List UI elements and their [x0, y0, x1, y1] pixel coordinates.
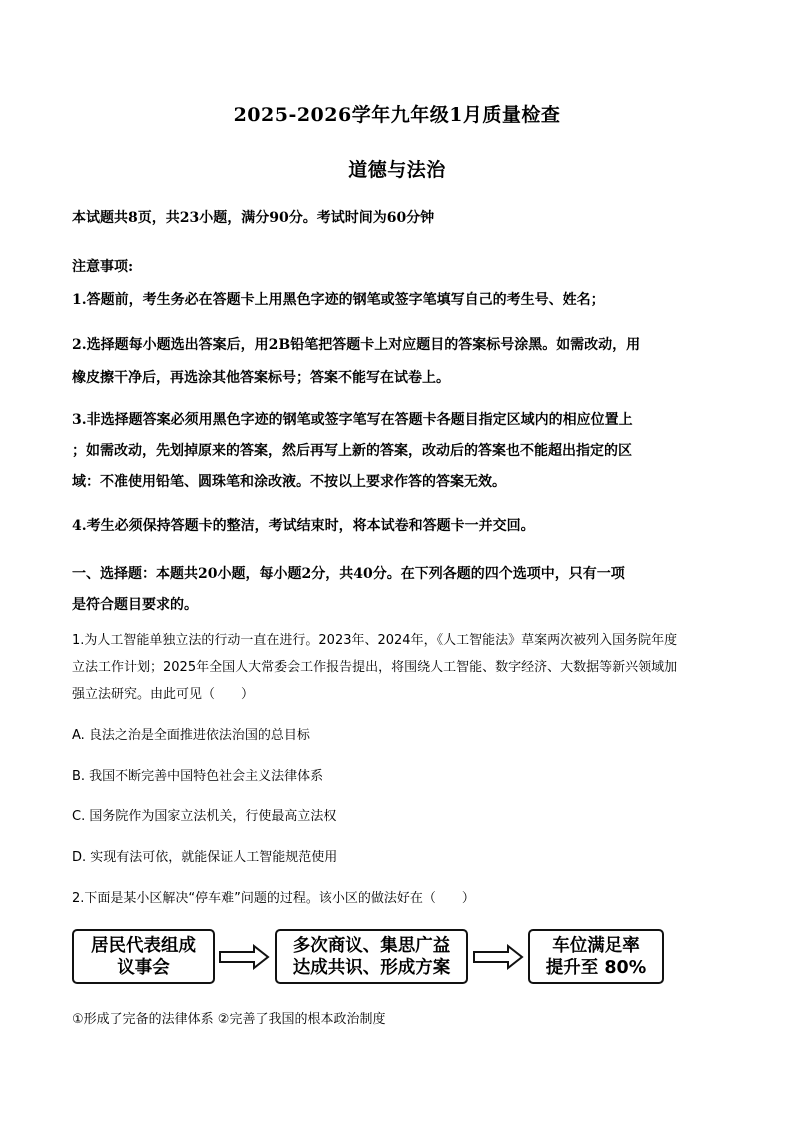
flow-step-3-line1: 车位满足率 [552, 935, 640, 956]
q1-option-d: D. 实现有法可依，就能保证人工智能规范使用 [72, 850, 338, 865]
notes-heading: 注意事项: [72, 259, 134, 275]
q1-stem-line: 强立法研究。由此可见（ ） [72, 687, 255, 702]
subject-title: 道德与法治 [348, 159, 446, 181]
note-item: 3.非选择题答案必须用黑色字迹的钢笔或签字笔写在答题卡各题目指定区域内的相应位置上 [72, 412, 633, 428]
flow-arrow-icon [218, 944, 270, 970]
note-item: 域：不准使用铅笔、圆珠笔和涂改液。不按以上要求作答的答案无效。 [72, 474, 506, 490]
q2-options: ①形成了完备的法律体系 ②完善了我国的根本政治制度 [72, 1012, 386, 1027]
flow-step-1-line1: 居民代表组成 [91, 935, 196, 956]
flow-step-3 [528, 929, 664, 984]
exam-info: 本试题共8页，共23小题，满分90分。考试时间为60分钟 [72, 210, 435, 226]
flow-step-1 [72, 929, 215, 984]
flow-step-2-line2: 达成共识、形成方案 [292, 957, 451, 978]
exam-title: 2025-2026学年九年级1月质量检查 [233, 104, 561, 126]
note-item: 4.考生必须保持答题卡的整洁，考试结束时，将本试卷和答题卡一并交回。 [72, 518, 535, 534]
q1-option-b: B. 我国不断完善中国特色社会主义法律体系 [72, 769, 324, 784]
flow-arrow-icon [472, 944, 524, 970]
flow-step-2 [275, 929, 468, 984]
q1-option-c: C. 国务院作为国家立法机关，行使最高立法权 [72, 809, 337, 824]
q2-stem: 2.下面是某小区解决“停车难”问题的过程。该小区的做法好在（ ） [72, 891, 475, 906]
q1-stem-line: 立法工作计划；2025年全国人大常委会工作报告提出，将围绕人工智能、数字经济、大数据等新兴领域加 [72, 660, 678, 675]
flow-step-1-line2: 议事会 [117, 957, 170, 978]
note-item: ；如需改动，先划掉原来的答案，然后再写上新的答案，改动后的答案也不能超出指定的区 [72, 443, 632, 459]
section-heading-cont: 是符合题目要求的。 [72, 597, 198, 613]
note-item: 1.答题前，考生务必在答题卡上用黑色字迹的钢笔或签字笔填写自己的考生号、姓名； [72, 292, 605, 308]
q1-option-a: A. 良法之治是全面推进依法治国的总目标 [72, 728, 310, 743]
note-item: 橡皮擦干净后，再选涂其他答案标号；答案不能写在试卷上。 [72, 370, 450, 386]
note-item: 2.选择题每小题选出答案后，用2B铅笔把答题卡上对应题目的答案标号涂黑。如需改动，用 [72, 337, 641, 353]
flow-step-2-line1: 多次商议、集思广益 [292, 935, 451, 956]
flow-step-3-line2: 提升至 80% [545, 957, 647, 978]
q1-stem-line: 1.为人工智能单独立法的行动一直在进行。2023年、2024年，《人工智能法》草案两次被列入国务院年度 [72, 633, 678, 648]
section-heading: 一、选择题：本题共20小题，每小题2分，共40分。在下列各题的四个选项中，只有一项 [72, 566, 625, 582]
